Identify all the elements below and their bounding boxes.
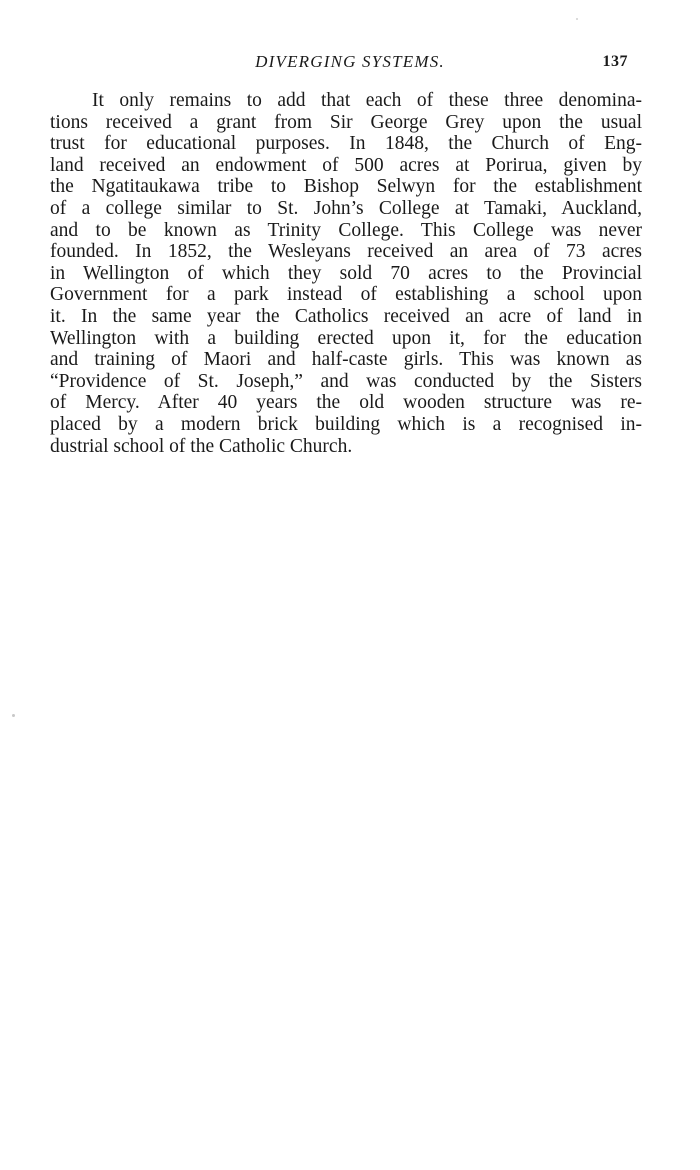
text-line: in Wellington of which they sold 70 acres to the Provincial <box>50 262 642 284</box>
text-line: It only remains to add that each of these three denomina- <box>92 90 642 111</box>
text-line: and to be known as Trinity College. This College was never <box>50 219 642 241</box>
text-line: Wellington with a building erected upon it, for the education <box>50 327 642 349</box>
scan-speck <box>12 714 15 717</box>
text-line: placed by a modern brick building which is a recognised in- <box>50 413 642 435</box>
text-line: dustrial school of the Catholic Church. <box>50 435 353 457</box>
text-line: of a college similar to St. John’s College at Tamaki, Auckland, <box>50 197 642 219</box>
running-title: DIVERGING SYSTEMS. <box>255 52 445 71</box>
text-line: “Providence of St. Joseph,” and was conducted by the Sisters <box>50 370 642 392</box>
text-line: tions received a grant from Sir George Grey upon the usual <box>50 111 642 133</box>
page-number: 137 <box>602 53 628 70</box>
text-line: trust for educational purposes. In 1848, the Church of Eng- <box>50 133 642 155</box>
body-paragraph <box>50 90 642 457</box>
scan-speck <box>576 18 578 20</box>
text-line: of Mercy. After 40 years the old wooden structure was re- <box>50 392 642 414</box>
text-line: the Ngatitaukawa tribe to Bishop Selwyn for the establishment <box>50 176 642 198</box>
running-head <box>50 52 640 76</box>
text-line: Government for a park instead of establishing a school upon <box>50 284 642 306</box>
text-line: and training of Maori and half-caste girls. This was known as <box>50 349 642 371</box>
text-line: it. In the same year the Catholics received an acre of land in <box>50 305 642 327</box>
text-line: land received an endowment of 500 acres at Porirua, given by <box>50 154 642 176</box>
text-line: founded. In 1852, the Wesleyans received an area of 73 acres <box>50 241 642 263</box>
